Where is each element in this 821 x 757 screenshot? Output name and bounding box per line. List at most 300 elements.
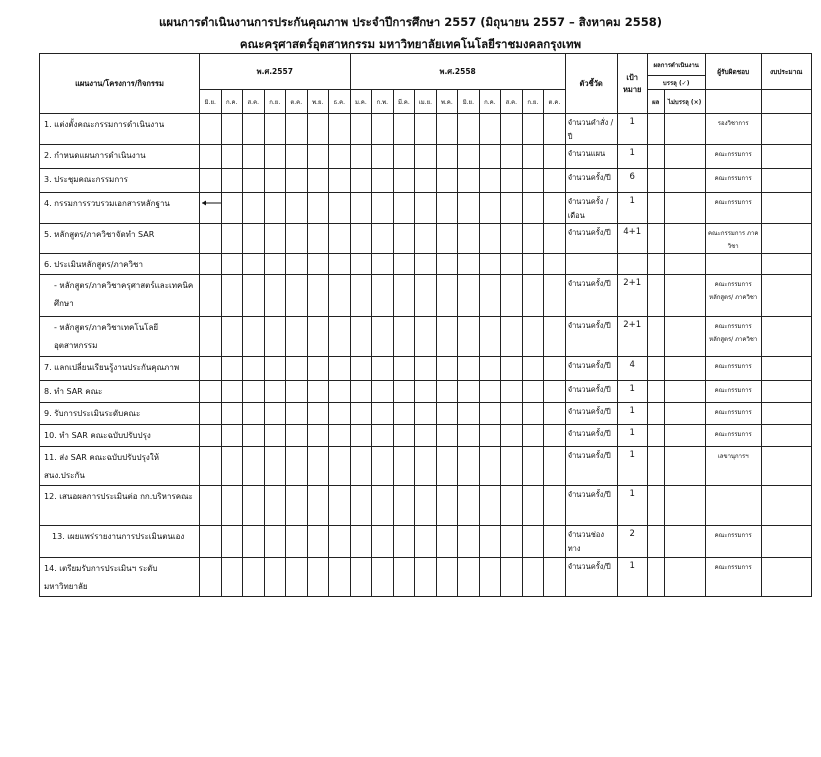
month-cell <box>329 486 351 526</box>
month-cell <box>307 169 329 193</box>
month-cell <box>307 254 329 275</box>
schedule-arrows <box>200 447 221 486</box>
month-header: ม.ค. <box>350 90 372 114</box>
plan-cell: 2. กำหนดแผนการดำเนินงาน <box>40 145 200 169</box>
month-cell <box>479 403 501 425</box>
month-cell <box>458 224 480 254</box>
month-cell <box>372 403 394 425</box>
month-cell <box>329 169 351 193</box>
month-cell <box>243 145 265 169</box>
month-cell <box>286 114 308 145</box>
month-cell <box>221 381 243 403</box>
schedule-arrows <box>200 381 221 403</box>
month-cell <box>372 275 394 317</box>
month-cell <box>221 275 243 317</box>
month-cell <box>458 357 480 381</box>
plan-cell: - หลักสูตร/ภาควิชาครุศาสตร์และเทคนิคศึกษา <box>40 275 200 317</box>
responsible-cell: คณะกรรมการ <box>705 425 761 447</box>
month-cell <box>501 447 523 486</box>
month-cell <box>264 425 286 447</box>
month-cell <box>200 145 222 169</box>
year-2558-header: พ.ศ.2558 <box>350 54 565 90</box>
month-cell <box>307 317 329 357</box>
indicator-cell: จำนวนครั้ง/ปี <box>565 447 617 486</box>
month-cell <box>501 317 523 357</box>
month-cell <box>522 558 544 597</box>
table-row <box>40 114 812 145</box>
not-achieved-cell <box>664 526 705 558</box>
month-cell <box>393 447 415 486</box>
indicator-cell <box>565 254 617 275</box>
month-cell <box>479 169 501 193</box>
month-cell <box>350 425 372 447</box>
month-cell <box>436 114 458 145</box>
month-cell <box>436 425 458 447</box>
month-cell <box>350 381 372 403</box>
month-cell <box>415 381 437 403</box>
plan-cell: 1. แต่งตั้งคณะกรรมการดำเนินงาน <box>40 114 200 145</box>
target-header: เป้าหมาย <box>617 54 647 114</box>
month-cell <box>329 224 351 254</box>
plan-cell: 6. ประเมินหลักสูตร/ภาควิชา <box>40 254 200 275</box>
month-cell <box>307 381 329 403</box>
month-cell <box>479 114 501 145</box>
indicator-cell: จำนวนครั้ง/ปี <box>565 558 617 597</box>
month-cell <box>393 381 415 403</box>
budget-cell <box>761 145 811 169</box>
schedule-arrows <box>200 145 221 169</box>
month-cell <box>436 486 458 526</box>
not-achieved-cell <box>664 486 705 526</box>
not-achieved-cell <box>664 357 705 381</box>
not-achieved-cell <box>664 145 705 169</box>
month-cell <box>415 486 437 526</box>
month-cell <box>264 381 286 403</box>
month-cell <box>286 357 308 381</box>
month-cell <box>522 486 544 526</box>
month-cell <box>393 169 415 193</box>
not-achieved-cell <box>664 254 705 275</box>
month-header: มิ.ย. <box>200 90 222 114</box>
month-cell <box>243 558 265 597</box>
month-cell <box>415 193 437 224</box>
month-cell <box>286 193 308 224</box>
month-cell <box>522 169 544 193</box>
month-cell <box>264 357 286 381</box>
achieved-header: บรรลุ (✓) <box>647 76 705 90</box>
month-cell <box>436 447 458 486</box>
target-cell: 1 <box>617 425 647 447</box>
plan-cell: 13. เผยแพร่รายงานการประเมินตนเอง <box>40 526 200 558</box>
month-cell <box>350 357 372 381</box>
month-cell <box>264 486 286 526</box>
result-value-cell <box>647 425 664 447</box>
month-cell <box>522 114 544 145</box>
month-cell <box>544 357 566 381</box>
month-cell <box>415 169 437 193</box>
schedule-arrows <box>200 169 221 193</box>
result-value-cell <box>647 357 664 381</box>
month-cell <box>350 486 372 526</box>
indicator-cell: จำนวนครั้ง/ปี <box>565 403 617 425</box>
responsible-cell: คณะกรรมการ <box>705 193 761 224</box>
budget-cell <box>761 381 811 403</box>
month-cell <box>329 357 351 381</box>
month-cell <box>372 254 394 275</box>
month-cell <box>243 381 265 403</box>
month-cell <box>350 317 372 357</box>
month-cell <box>221 254 243 275</box>
month-cell <box>264 558 286 597</box>
plan-cell: 10. ทำ SAR คณะฉบับปรับปรุง <box>40 425 200 447</box>
target-cell: 1 <box>617 145 647 169</box>
budget-cell <box>761 558 811 597</box>
budget-cell <box>761 224 811 254</box>
month-cell <box>329 526 351 558</box>
month-cell <box>436 254 458 275</box>
table-row <box>40 381 812 403</box>
result-value-cell <box>647 403 664 425</box>
month-cell <box>286 169 308 193</box>
not-achieved-cell <box>664 447 705 486</box>
month-cell <box>544 169 566 193</box>
month-cell <box>393 145 415 169</box>
month-cell <box>264 114 286 145</box>
schedule-arrows <box>200 114 221 145</box>
month-cell <box>458 114 480 145</box>
schedule-arrows <box>200 558 221 597</box>
result-value-cell <box>647 145 664 169</box>
month-cell <box>243 447 265 486</box>
month-cell <box>372 558 394 597</box>
table-row <box>40 145 812 169</box>
target-cell: 1 <box>617 447 647 486</box>
result-value-cell <box>647 526 664 558</box>
month-cell <box>393 224 415 254</box>
month-cell <box>393 357 415 381</box>
result-value-cell <box>647 114 664 145</box>
month-cell <box>436 169 458 193</box>
month-cell <box>479 145 501 169</box>
document-subtitle: คณะครุศาสตร์อุตสาหกรรม มหาวิทยาลัยเทคโนโลยีราชมงคลกรุงเทพ <box>239 37 582 51</box>
month-cell <box>286 403 308 425</box>
month-header: ก.ย. <box>522 90 544 114</box>
table-row <box>40 317 812 357</box>
month-cell <box>372 526 394 558</box>
month-cell <box>307 275 329 317</box>
month-cell <box>221 357 243 381</box>
month-cell <box>544 275 566 317</box>
table-row <box>40 357 812 381</box>
budget-cell <box>761 254 811 275</box>
month-cell <box>458 275 480 317</box>
month-cell <box>393 403 415 425</box>
month-cell <box>372 486 394 526</box>
month-cell <box>544 317 566 357</box>
month-cell <box>544 447 566 486</box>
month-cell <box>544 425 566 447</box>
month-cell <box>200 447 222 486</box>
result-value-cell <box>647 447 664 486</box>
month-cell <box>501 381 523 403</box>
result-value-cell <box>647 558 664 597</box>
month-cell <box>329 403 351 425</box>
month-cell <box>436 558 458 597</box>
month-cell <box>329 193 351 224</box>
month-cell <box>501 193 523 224</box>
month-cell <box>200 254 222 275</box>
month-cell <box>200 317 222 357</box>
month-cell <box>501 275 523 317</box>
month-cell <box>436 381 458 403</box>
schedule-arrows <box>200 193 221 224</box>
budget-cell <box>761 114 811 145</box>
month-cell <box>501 114 523 145</box>
indicator-cell: จำนวนครั้ง/ปี <box>565 486 617 526</box>
month-cell <box>372 447 394 486</box>
month-cell <box>544 558 566 597</box>
month-header: ก.ค. <box>221 90 243 114</box>
month-cell <box>329 145 351 169</box>
indicator-cell: จำนวนครั้ง/ปี <box>565 425 617 447</box>
month-header: ก.ย. <box>264 90 286 114</box>
month-cell <box>522 425 544 447</box>
indicator-header: ตัวชี้วัด <box>565 54 617 114</box>
month-cell <box>544 403 566 425</box>
month-cell <box>264 275 286 317</box>
month-cell <box>458 169 480 193</box>
schedule-arrows <box>200 275 221 317</box>
month-cell <box>307 403 329 425</box>
table-row <box>40 526 812 558</box>
target-cell: 1 <box>617 558 647 597</box>
month-cell <box>393 317 415 357</box>
month-cell <box>372 193 394 224</box>
month-cell <box>372 145 394 169</box>
not-achieved-cell <box>664 275 705 317</box>
target-cell: 1 <box>617 114 647 145</box>
month-cell <box>436 526 458 558</box>
month-cell <box>221 145 243 169</box>
result-value-cell <box>647 381 664 403</box>
month-cell <box>393 275 415 317</box>
indicator-cell: จำนวนช่องทาง <box>565 526 617 558</box>
month-cell <box>243 224 265 254</box>
month-cell <box>243 357 265 381</box>
month-cell <box>415 114 437 145</box>
month-cell <box>350 254 372 275</box>
month-cell <box>264 526 286 558</box>
month-cell <box>522 403 544 425</box>
month-cell <box>479 275 501 317</box>
month-cell <box>307 425 329 447</box>
month-cell <box>479 381 501 403</box>
target-cell: 4+1 <box>617 224 647 254</box>
responsible-cell: คณะกรรมการ หลักสูตร/ ภาควิชา <box>705 317 761 357</box>
month-cell <box>200 425 222 447</box>
month-cell <box>479 447 501 486</box>
month-cell <box>436 317 458 357</box>
month-cell <box>501 486 523 526</box>
month-header: ก.พ. <box>372 90 394 114</box>
month-cell <box>372 317 394 357</box>
not-achieved-cell <box>664 114 705 145</box>
month-cell <box>286 526 308 558</box>
month-cell <box>221 403 243 425</box>
table-row <box>40 254 812 275</box>
target-cell: 1 <box>617 403 647 425</box>
month-cell <box>307 114 329 145</box>
month-cell <box>544 381 566 403</box>
month-cell <box>522 357 544 381</box>
month-cell <box>393 254 415 275</box>
indicator-cell: จำนวนครั้ง/ปี <box>565 381 617 403</box>
month-cell <box>286 381 308 403</box>
plan-cell: 9. รับการประเมินระดับคณะ <box>40 403 200 425</box>
month-cell <box>393 193 415 224</box>
month-cell <box>372 381 394 403</box>
month-cell <box>221 447 243 486</box>
month-cell <box>307 486 329 526</box>
month-cell <box>221 425 243 447</box>
month-cell <box>350 169 372 193</box>
month-cell <box>350 145 372 169</box>
result-value-cell <box>647 193 664 224</box>
month-cell <box>522 254 544 275</box>
month-cell <box>264 145 286 169</box>
schedule-arrows <box>200 526 221 558</box>
month-cell <box>243 317 265 357</box>
month-cell <box>329 254 351 275</box>
month-cell <box>350 558 372 597</box>
month-cell <box>286 224 308 254</box>
table-row <box>40 224 812 254</box>
month-cell <box>479 425 501 447</box>
responsible-subheader <box>705 90 761 114</box>
month-cell <box>200 169 222 193</box>
month-cell <box>264 224 286 254</box>
target-cell: 2+1 <box>617 275 647 317</box>
month-cell <box>501 558 523 597</box>
month-cell <box>221 317 243 357</box>
target-cell: 1 <box>617 486 647 526</box>
month-cell <box>479 254 501 275</box>
schedule-arrows <box>200 317 221 357</box>
responsible-cell: คณะกรรมการ หลักสูตร/ ภาควิชา <box>705 275 761 317</box>
month-cell <box>286 254 308 275</box>
month-cell <box>243 403 265 425</box>
indicator-cell: จำนวนครั้ง/ปี <box>565 169 617 193</box>
budget-cell <box>761 486 811 526</box>
month-cell <box>221 558 243 597</box>
responsible-cell <box>705 486 761 526</box>
month-cell <box>243 425 265 447</box>
month-header: ส.ค. <box>501 90 523 114</box>
month-cell <box>243 169 265 193</box>
plan-cell: 4. กรรมการรวบรวมเอกสารหลักฐาน <box>40 193 200 224</box>
month-cell <box>544 486 566 526</box>
result-value-cell <box>647 254 664 275</box>
responsible-cell: เลขานุการฯ <box>705 447 761 486</box>
month-cell <box>415 275 437 317</box>
month-cell <box>243 193 265 224</box>
responsible-header: ผู้รับผิดชอบ <box>705 54 761 90</box>
not-achieved-cell <box>664 381 705 403</box>
month-header: มิ.ย. <box>458 90 480 114</box>
responsible-cell: คณะกรรมการ <box>705 558 761 597</box>
month-cell <box>393 486 415 526</box>
schedule-arrow <box>202 201 221 206</box>
budget-cell <box>761 169 811 193</box>
not-achieved-cell <box>664 224 705 254</box>
month-cell <box>329 425 351 447</box>
indicator-cell: จำนวนครั้ง/ปี <box>565 224 617 254</box>
month-cell <box>522 381 544 403</box>
month-cell <box>436 403 458 425</box>
month-header: ส.ค. <box>243 90 265 114</box>
month-cell <box>286 145 308 169</box>
table-row <box>40 275 812 317</box>
month-cell <box>544 114 566 145</box>
month-header: ก.ค. <box>479 90 501 114</box>
table-row <box>40 169 812 193</box>
month-cell <box>200 224 222 254</box>
month-cell <box>458 381 480 403</box>
month-cell <box>200 486 222 526</box>
month-cell <box>307 447 329 486</box>
result-value-cell <box>647 224 664 254</box>
month-cell <box>350 526 372 558</box>
not-achieved-cell <box>664 558 705 597</box>
budget-cell <box>761 526 811 558</box>
plan-cell: 3. ประชุมคณะกรรมการ <box>40 169 200 193</box>
month-cell <box>544 193 566 224</box>
month-cell <box>479 526 501 558</box>
budget-subheader <box>761 90 811 114</box>
responsible-cell: คณะกรรมการ <box>705 526 761 558</box>
month-cell <box>350 403 372 425</box>
table-row <box>40 403 812 425</box>
responsible-cell: คณะกรรมการ <box>705 357 761 381</box>
result-header: ผลการดำเนินงาน <box>647 54 705 76</box>
month-cell <box>415 526 437 558</box>
month-cell <box>372 357 394 381</box>
month-cell <box>264 447 286 486</box>
month-cell <box>415 317 437 357</box>
month-cell <box>243 486 265 526</box>
month-cell <box>522 145 544 169</box>
month-cell <box>479 193 501 224</box>
month-cell <box>544 145 566 169</box>
month-cell <box>501 145 523 169</box>
month-cell <box>200 193 222 224</box>
target-cell: 2+1 <box>617 317 647 357</box>
month-cell <box>200 114 222 145</box>
month-cell <box>501 224 523 254</box>
month-cell <box>200 275 222 317</box>
month-cell <box>458 193 480 224</box>
month-cell <box>286 275 308 317</box>
not-achieved-cell <box>664 169 705 193</box>
budget-cell <box>761 357 811 381</box>
responsible-cell <box>705 254 761 275</box>
schedule-arrows <box>200 425 221 447</box>
month-cell <box>458 317 480 357</box>
target-cell <box>617 254 647 275</box>
indicator-cell: จำนวนครั้ง/ปี <box>565 317 617 357</box>
target-cell: 1 <box>617 193 647 224</box>
year-2557-header: พ.ศ.2557 <box>200 54 351 90</box>
